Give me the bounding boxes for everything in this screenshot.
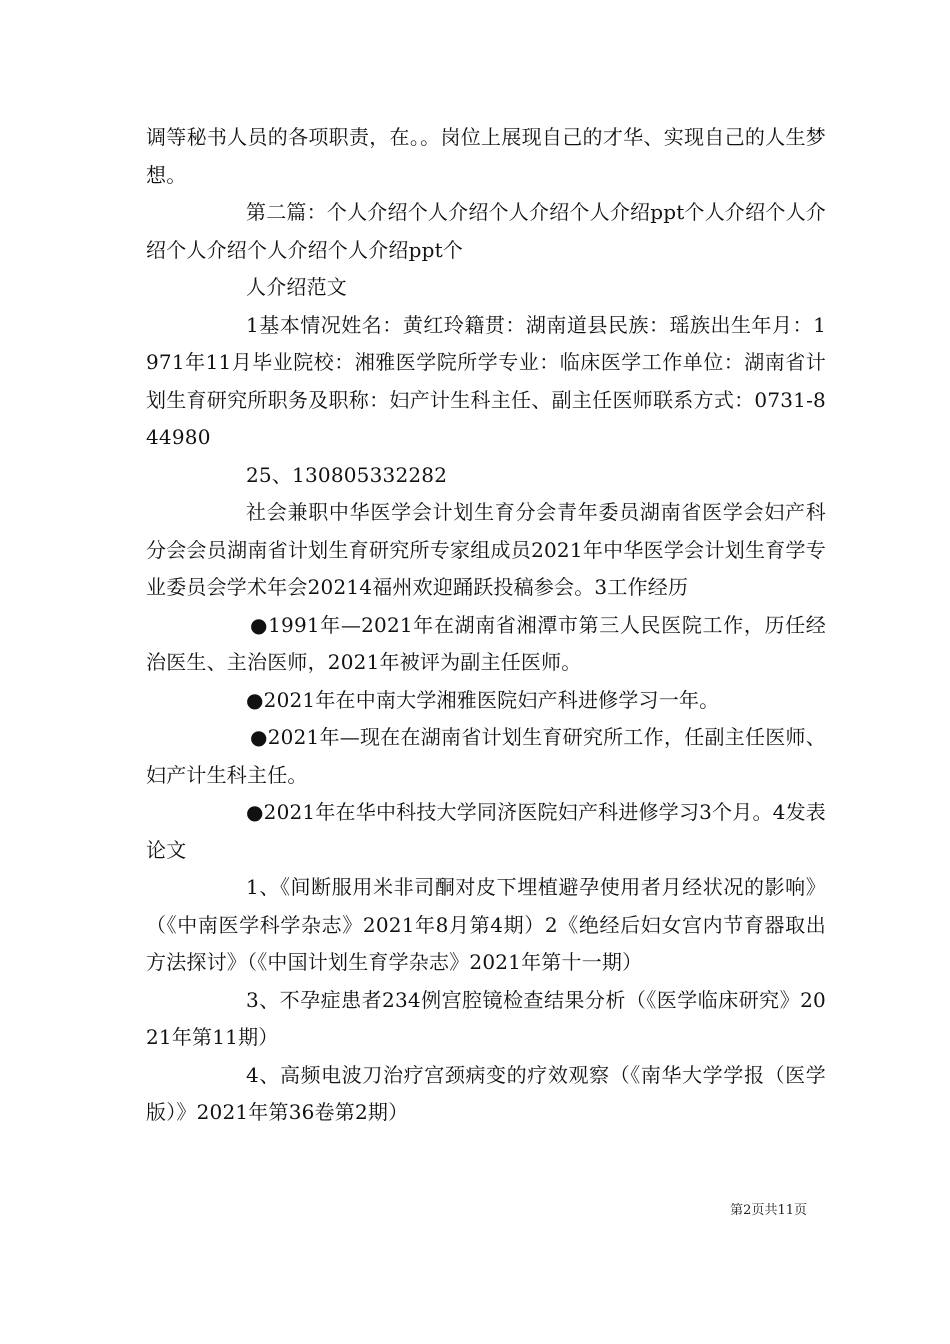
paragraph-section-subtitle: 人介绍范文	[246, 275, 347, 299]
paragraph-social-roles: 社会兼职中华医学会计划生育分会青年委员湖南省医学会妇产科分会会员湖南省计划生育研究所专家组成员2021年中华医学会计划生育学专业委员会学术年会20214福州欢迎踊跃投稿参会。3工作经历	[146, 500, 826, 599]
paragraph-work-history-2: ●2021年在中南大学湘雅医院妇产科进修学习一年。	[246, 687, 720, 712]
page-number: 第2页共11页	[730, 1203, 807, 1218]
paragraph-work-history-3: ●2021年—现在在湖南省计划生育研究所工作，任副主任医师、妇产计生科主任。	[146, 725, 826, 787]
paragraph-publication-1: 1、《间断服用米非司酮对皮下埋植避孕使用者月经状况的影响》（《中南医学科学杂志》2021年8月第4期）2《绝经后妇女宫内节育器取出方法探讨》（《中国计划生育学杂志》2021年第十一期）	[146, 875, 826, 974]
paragraph-work-history-1: ●1991年—2021年在湖南省湘潭市第三人民医院工作，历任经治医生、主治医师，2021年被评为副主任医师。	[146, 612, 826, 674]
paragraph-career-goal: 调等秘书人员的各项职责，在。。岗位上展现自己的才华、实现自己的人生梦想。	[146, 125, 826, 187]
paragraph-section-title: 第二篇：个人介绍个人介绍个人介绍个人介绍ppt个人介绍个人介绍个人介绍个人介绍个人介绍ppt个	[146, 200, 826, 262]
paragraph-publication-3: 3、不孕症患者234例宫腔镜检查结果分析（《医学临床研究》2021年第11期）	[146, 987, 826, 1049]
paragraph-work-history-4: ●2021年在华中科技大学同济医院妇产科进修学习3个月。4发表论文	[146, 800, 826, 862]
paragraph-basic-info: 1基本情况姓名：黄红玲籍贯：湖南道县民族：瑶族出生年月：1971年11月毕业院校：湘雅医学院所学专业：临床医学工作单位：湖南省计划生育研究所职务及职称：妇产计生科主任、副主任医师联系方式：0731-844980	[146, 312, 826, 449]
paragraph-phone: 25、130805332282	[246, 462, 448, 487]
document-body	[146, 119, 826, 1132]
paragraph-publication-4: 4、高频电波刀治疗宫颈病变的疗效观察（《南华大学学报（医学版）》2021年第36卷第2期）	[146, 1062, 826, 1124]
